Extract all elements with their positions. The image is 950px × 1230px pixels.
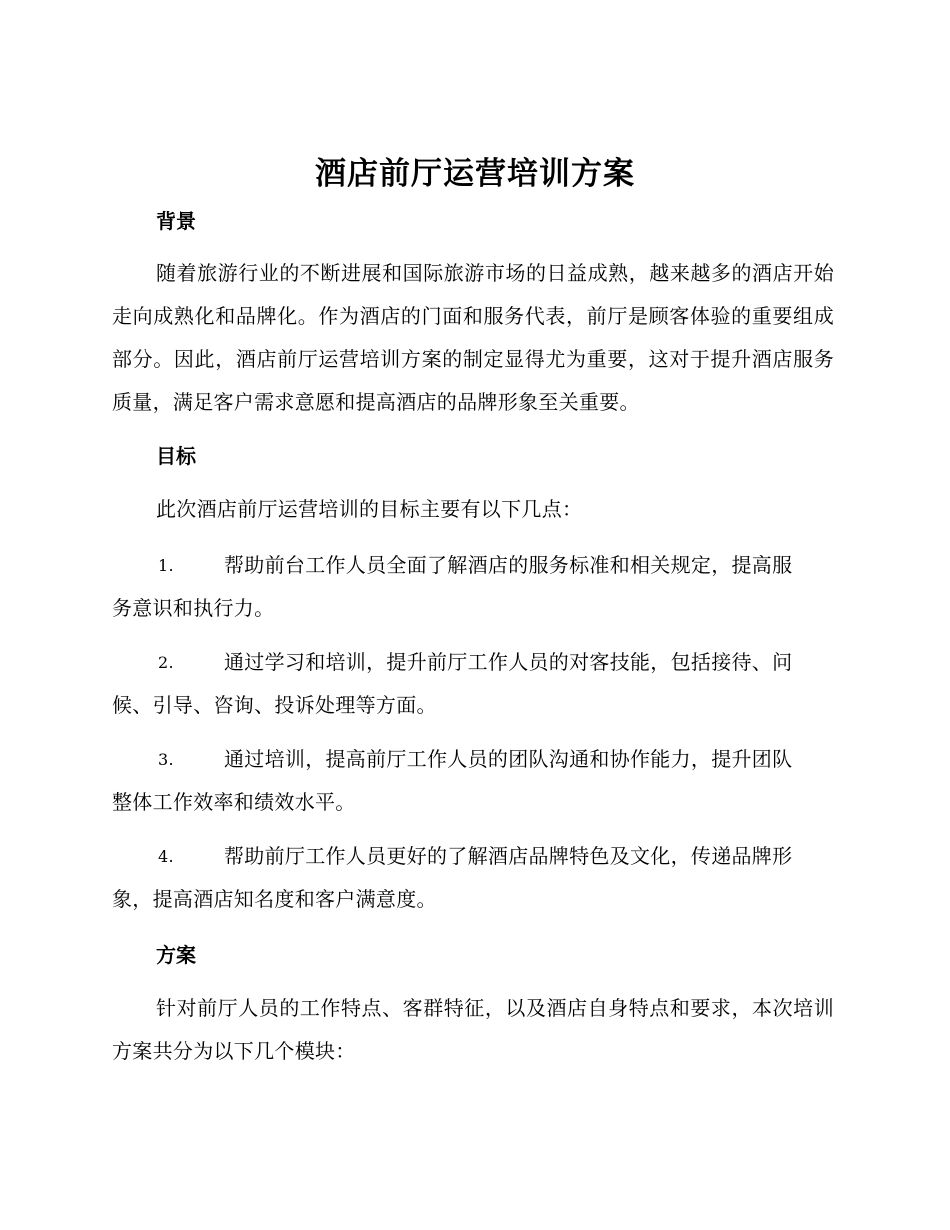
goal-item-text-line1: 通过培训，提高前厅工作人员的团队沟通和协作能力，提升团队 — [224, 747, 793, 771]
goal-item-1 — [112, 544, 834, 630]
goal-item-number: 1. — [158, 556, 174, 575]
goal-item-text-line1: 通过学习和培训，提升前厅工作人员的对客技能，包括接待、问 — [224, 650, 793, 674]
goal-item-text-line2: 象，提高酒店知名度和客户满意度。 — [112, 887, 437, 911]
goal-item-4 — [112, 835, 834, 921]
goals-intro: 此次酒店前厅运营培训的目标主要有以下几点： — [156, 497, 583, 521]
goal-item-number: 4. — [158, 847, 174, 866]
goal-item-text-line2: 务意识和执行力。 — [112, 596, 275, 620]
plan-paragraph: 针对前厅人员的工作特点、客群特征，以及酒店自身特点和要求，本次培训方案共分为以下几个模块： — [112, 996, 834, 1063]
goal-item-text-line2: 整体工作效率和绩效水平。 — [112, 790, 356, 814]
document-title: 酒店前厅运营培训方案 — [315, 156, 635, 192]
goal-item-2 — [112, 641, 834, 727]
section-heading-background: 背景 — [156, 209, 196, 233]
goal-item-text-line2: 候、引导、咨询、投诉处理等方面。 — [112, 693, 437, 717]
goal-item-text-line1: 帮助前厅工作人员更好的了解酒店品牌特色及文化，传递品牌形 — [224, 844, 793, 868]
background-paragraph: 随着旅游行业的不断进展和国际旅游市场的日益成熟，越来越多的酒店开始走向成熟化和品牌化。作为酒店的门面和服务代表，前厅是顾客体验的重要组成部分。因此，酒店前厅运营培训方案的制定显得尤为重要，这对于提升酒店服务质量，满足客户需求意愿和提高酒店的品牌形象至关重要。 — [112, 261, 834, 414]
section-heading-plan: 方案 — [156, 943, 196, 967]
goal-item-number: 3. — [158, 750, 174, 769]
section-heading-goals: 目标 — [156, 444, 196, 468]
goal-item-number: 2. — [158, 653, 174, 672]
goal-item-text-line1: 帮助前台工作人员全面了解酒店的服务标准和相关规定，提高服 — [224, 553, 793, 577]
goal-item-3 — [112, 738, 834, 824]
